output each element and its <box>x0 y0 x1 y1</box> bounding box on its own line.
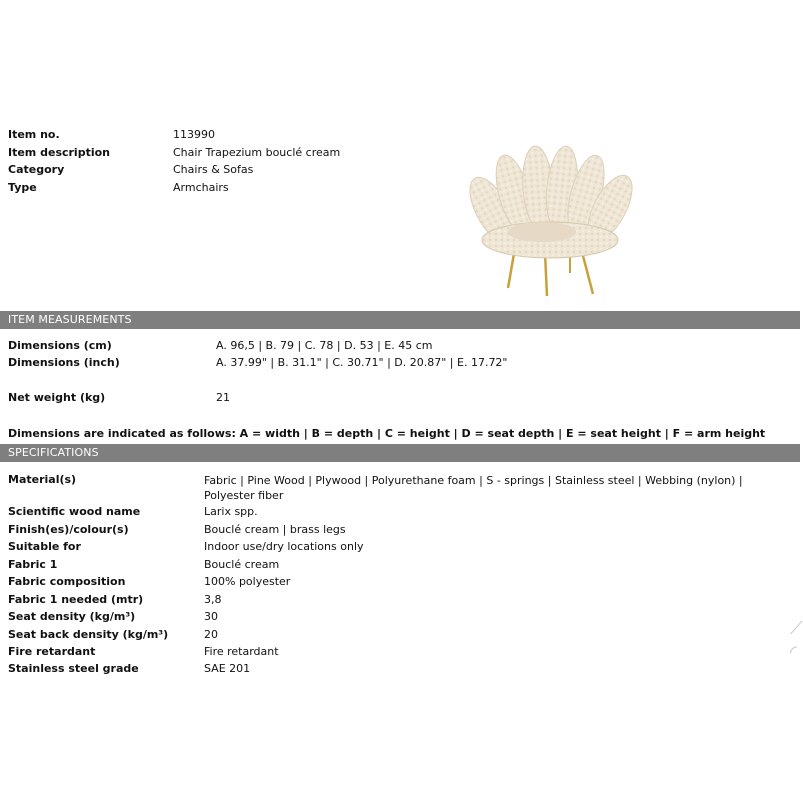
specifications-title: SPECIFICATIONS <box>8 446 99 459</box>
stainless-steel-grade-label: Stainless steel grade <box>8 662 139 675</box>
fabric-1-label: Fabric 1 <box>8 558 58 571</box>
fire-retardant-value: Fire retardant <box>204 645 279 658</box>
item-no-label: Item no. <box>8 128 60 141</box>
finish-colour-value: Bouclé cream | brass legs <box>204 523 346 536</box>
item-measurements-header <box>0 311 800 329</box>
seat-back-density-label: Seat back density (kg/m³) <box>8 628 169 641</box>
suitable-for-label: Suitable for <box>8 540 81 553</box>
product-image <box>470 148 645 300</box>
finish-colour-label: Finish(es)/colour(s) <box>8 523 129 536</box>
seat-density-label: Seat density (kg/m³) <box>8 610 136 623</box>
seat-back-density-value: 20 <box>204 628 218 641</box>
item-measurements-title: ITEM MEASUREMENTS <box>8 313 132 326</box>
scientific-wood-value: Larix spp. <box>204 505 258 518</box>
fire-retardant-label: Fire retardant <box>8 645 96 658</box>
dimensions-legend-note: Dimensions are indicated as follows: A = width | B = depth | C = height | D = seat depth | E = seat height | F = arm height <box>8 427 766 440</box>
suitable-for-value: Indoor use/dry locations only <box>204 540 364 553</box>
cutoff-glyph-a: ⟋ <box>790 618 803 639</box>
net-weight-label: Net weight (kg) <box>8 391 106 404</box>
materials-label: Material(s) <box>8 473 77 486</box>
specifications-header <box>0 444 800 462</box>
materials-value: Fabric | Pine Wood | Plywood | Polyurethane foam | S - springs | Stainless steel | Webbing (nylon) | Polyester fiber <box>204 474 743 502</box>
item-description-value: Chair Trapezium bouclé cream <box>173 146 341 159</box>
net-weight-value: 21 <box>216 391 230 404</box>
stainless-steel-grade-value: SAE 201 <box>204 662 251 675</box>
type-value: Armchairs <box>173 181 229 194</box>
dimensions-inch-value: A. 37.99" | B. 31.1" | C. 30.71" | D. 20.87" | E. 17.72" <box>216 356 508 369</box>
fabric-needed-value: 3,8 <box>204 593 222 606</box>
fabric-1-value: Bouclé cream <box>204 558 280 571</box>
armchair-illustration <box>461 145 641 296</box>
dimensions-cm-label: Dimensions (cm) <box>8 339 112 352</box>
item-no-value: 113990 <box>173 128 215 141</box>
type-label: Type <box>8 181 37 194</box>
fabric-composition-label: Fabric composition <box>8 575 126 588</box>
item-description-label: Item description <box>8 146 110 159</box>
category-value: Chairs & Sofas <box>173 163 254 176</box>
cutoff-glyph-c: ◜ <box>790 642 797 663</box>
scientific-wood-label: Scientific wood name <box>8 505 141 518</box>
dimensions-inch-label: Dimensions (inch) <box>8 356 120 369</box>
fabric-composition-value: 100% polyester <box>204 575 291 588</box>
seat-density-value: 30 <box>204 610 218 623</box>
dimensions-cm-value: A. 96,5 | B. 79 | C. 78 | D. 53 | E. 45 cm <box>216 339 433 352</box>
fabric-needed-label: Fabric 1 needed (mtr) <box>8 593 144 606</box>
category-label: Category <box>8 163 65 176</box>
